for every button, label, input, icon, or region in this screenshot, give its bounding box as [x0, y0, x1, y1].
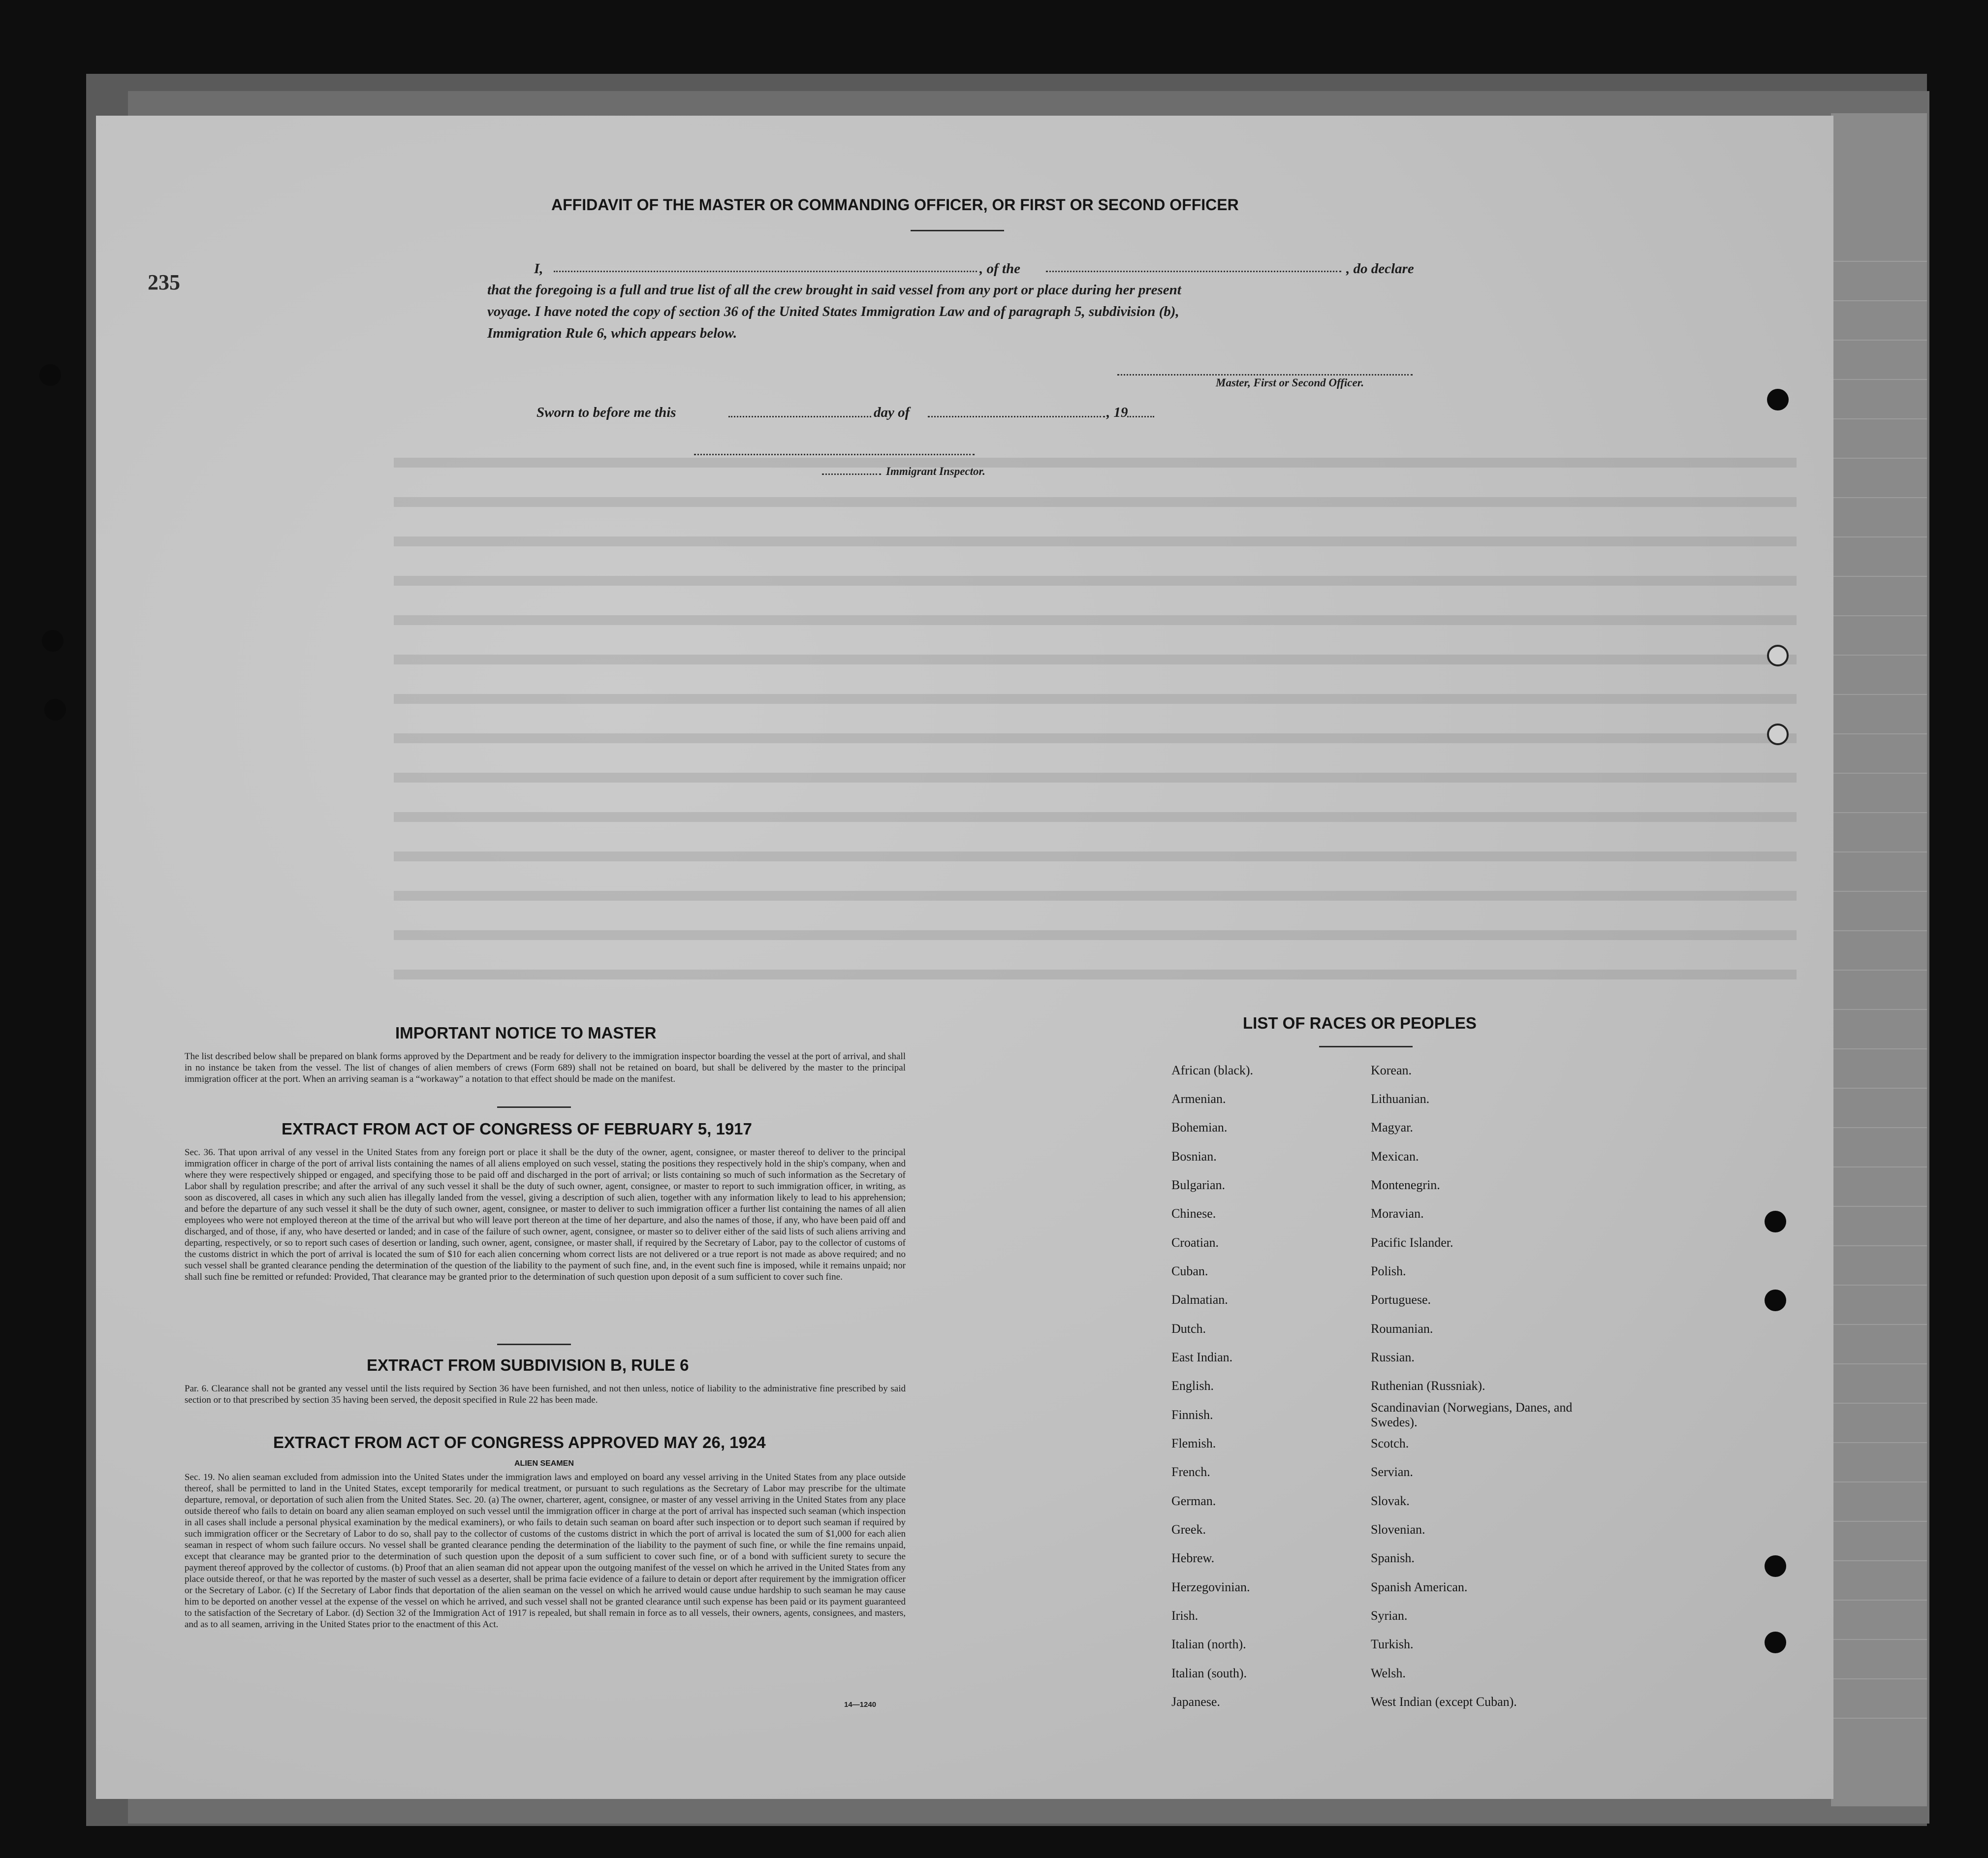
punch-hole-icon	[1765, 1632, 1786, 1653]
race-item: Herzegovinian.	[1171, 1580, 1250, 1594]
master-signature-label: Master, First or Second Officer.	[1216, 377, 1364, 389]
race-item: French.	[1171, 1465, 1210, 1479]
subdivision-text: Par. 6. Clearance shall not be granted any vessel until the lists required by Section 36 have been furnished, and not then unless, notice of liability to the administrative fine prescribed by said section or to that prescribed by section 35 having been served, the deposit specified in Rule 22 has been made.	[185, 1384, 906, 1405]
race-item: Mexican.	[1371, 1149, 1419, 1164]
affidavit-do-declare: , do declare	[1346, 261, 1414, 277]
race-item: Russian.	[1371, 1350, 1415, 1364]
punch-hole-icon	[1765, 1211, 1786, 1232]
punch-hole-icon	[42, 630, 63, 652]
inspector-dots	[822, 473, 881, 475]
race-item: Polish.	[1371, 1264, 1406, 1278]
race-item: Roumanian.	[1371, 1322, 1433, 1336]
race-item: Bosnian.	[1171, 1149, 1217, 1164]
divider	[497, 1344, 571, 1345]
affidavit-body-line-2: that the foregoing is a full and true list of all the crew brought in said vessel from any port or place during her present	[487, 282, 1181, 298]
vessel-field[interactable]	[1046, 271, 1341, 272]
race-item: Dutch.	[1171, 1322, 1206, 1336]
race-item: Moravian.	[1371, 1206, 1424, 1221]
sworn-month-field[interactable]	[928, 416, 1105, 417]
race-item: Armenian.	[1171, 1092, 1226, 1106]
race-item: English.	[1171, 1379, 1214, 1393]
act-1924-text: Sec. 19. No alien seaman excluded from admission into the United States under the immigration laws and employed on board any vessel arriving in the United States from any place outside thereof, shall be permitted to land in the United States, except temporarily for medical treatment, or pursuant to such regulations as the Secretary of Labor may prescribe for the ultimate departure, removal, or deportation of such alien from the United States. Sec. 20. (a) The owner, charterer, agent, consignee, or master of any vessel arriving in the United States from any place outside thereof who fails to detain on board any alien seaman employed on such vessel until the immigration officer in charge at the port of arrival has inspected such seaman (which inspection in all cases shall include a personal physical examination by the medical examiners), or who fails to detain such seaman on board after such inspection or to deport such seaman if required by such immigration officer or the Secretary of Labor to do so, shall pay to the collector of customs of the customs district in which the port of arrival is located the sum of $1,000 for each alien seaman in respect of whom such failure occurs. No vessel shall be granted clearance pending the determination of the liability to the payment of such fine, or while the fine remains unpaid, except that clearance may be granted prior to the determination of such question upon the deposit of a sum sufficient to cover such fine, or of a bond with sufficient surety to secure the payment thereof approved by the collector of customs. (b) Proof that an alien seaman did not appear upon the outgoing manifest of the vessel on which he arrived in the United States from any place outside thereof, or that he was reported by the master of such vessel as a deserter, shall be prima facie evidence of a failure to detain or deport after requirement by the immigration officer or the Secretary of Labor. (c) If the Secretary of Labor finds that deportation of the alien seaman on the vessel on which he arrived would cause undue hardship to such seaman he may cause him to be deported on another vessel at the expense of the vessel on which he arrived, and such vessel shall not be granted clearance until such expense has been paid or its payment guaranteed to the satisfaction of the Secretary of Labor. (d) Section 32 of the Immigration Act of 1917 is repealed, but shall remain in force as to all vessels, their owners, agents, consignees, and masters, and as to all seamen, arriving in the United States prior to the enactment of this Act.	[185, 1472, 906, 1630]
race-item: Hebrew.	[1171, 1551, 1215, 1565]
punch-hole-icon	[1767, 724, 1789, 745]
race-item: Bulgarian.	[1171, 1178, 1226, 1192]
race-item: Scandinavian (Norwegians, Danes, and Swedes).	[1371, 1400, 1573, 1429]
subdivision-title: EXTRACT FROM SUBDIVISION B, RULE 6	[367, 1356, 689, 1374]
race-item: Turkish.	[1371, 1637, 1414, 1651]
race-item: African (black).	[1171, 1063, 1254, 1077]
race-item: Lithuanian.	[1371, 1092, 1430, 1106]
punch-hole-icon	[44, 699, 66, 721]
race-item: Pacific Islander.	[1371, 1235, 1453, 1250]
race-item: Syrian.	[1371, 1608, 1408, 1623]
race-item: Dalmatian.	[1171, 1292, 1228, 1307]
inspector-signature-field[interactable]	[694, 454, 975, 455]
race-item: Cuban.	[1171, 1264, 1208, 1278]
form-number: 14—1240	[844, 1701, 877, 1709]
race-item: East Indian.	[1171, 1350, 1233, 1364]
race-item: Montenegrin.	[1371, 1178, 1440, 1192]
race-item: Italian (south).	[1171, 1666, 1247, 1680]
notice-text: The list described below shall be prepared on blank forms approved by the Department and be ready for delivery to the immigration inspector boarding the vessel at the port of arrival, and shall in no instance be taken from the vessel. The list of changes of alien members of crews (Form 689) shall not be retained on board, but shall be delivered by the master to the principal immigration officer at the port. When an arriving seaman is a “workaway” a notation to that effect should be made on the manifest.	[185, 1051, 906, 1084]
race-item: Portuguese.	[1371, 1292, 1431, 1307]
divider	[911, 230, 1004, 231]
race-item: Italian (north).	[1171, 1637, 1246, 1651]
manifest-edge	[1831, 113, 1927, 1806]
punch-hole-icon	[1767, 389, 1789, 410]
race-item: Spanish.	[1371, 1551, 1415, 1565]
punch-hole-icon	[1765, 1290, 1786, 1311]
affidavit-title: AFFIDAVIT OF THE MASTER OR COMMANDING OFFICER, OR FIRST OR SECOND OFFICER	[551, 196, 1239, 214]
name-field[interactable]	[554, 271, 977, 272]
sworn-year-field[interactable]	[1127, 416, 1154, 417]
sworn-day-field[interactable]	[728, 416, 871, 417]
affidavit-i: I,	[534, 261, 543, 277]
inspector-label: Immigrant Inspector.	[886, 465, 985, 477]
affidavit-of-the: , of the	[979, 261, 1020, 277]
race-item: Servian.	[1371, 1465, 1413, 1479]
notice-title: IMPORTANT NOTICE TO MASTER	[395, 1024, 657, 1042]
act-1917-text: Sec. 36. That upon arrival of any vessel in the United States from any foreign port or place it shall be the duty of the owner, agent, consignee, or master thereof to deliver to the principal immigration officer in charge of the port of arrival lists containing the names of all aliens employed on such vessel, stating the positions they respectively hold in the ship's company, when and where they were respectively shipped or engaged, and specifying those to be paid off and discharged in the port of arrival; or lists containing so much of such information as the Secretary of Labor shall by regulation prescribe; and after the arrival of any such vessel it shall be the duty of such owner, agent, consignee, or master to report to such immigration officer, in writing, as soon as discovered, all cases in which any such alien has illegally landed from the vessel, giving a description of such alien, together with any information likely to lead to his apprehension; and before the departure of any such vessel it shall be the duty of such owner, agent, consignee, or master to deliver to such immigration officer a further list containing the names of all alien employees who were not employed thereon at the time of the arrival but who will leave port thereon at the time of her departure, and also the names of those, if any, who have been paid off and discharged, and of those, if any, who have deserted or landed; and in case of the failure of such owner, agent, consignee, or master so to deliver either of the said lists of such aliens arriving and departing, respectively, or so to report such cases of desertion or landing, such owner, agent, consignee, or master shall, if required by the Secretary of Labor, pay to the collector of customs of the customs district in which the port of arrival is located the sum of $10 for each alien concerning whom correct lists are not delivered or a true report is not made as above required; and no such vessel shall be granted clearance pending the determination of the question of the liability to the payment of such fine, and, in the event such fine is imposed, while it remains unpaid; nor shall such fine be remitted or refunded: Provided, That clearance may be granted prior to the determination of such question upon deposit of a sum sufficient to cover such fine.	[185, 1147, 906, 1282]
race-item: German.	[1171, 1494, 1216, 1508]
race-item: Scotch.	[1371, 1436, 1409, 1450]
sworn-label: Sworn to before me this	[536, 405, 676, 420]
act-1924-subheading: ALIEN SEAMEN	[514, 1459, 574, 1468]
day-of-label: day of	[874, 405, 910, 420]
race-item: Chinese.	[1171, 1206, 1216, 1221]
master-signature-field[interactable]	[1117, 374, 1413, 376]
race-item: Japanese.	[1171, 1695, 1220, 1709]
race-item: Ruthenian (Russniak).	[1371, 1379, 1485, 1393]
race-item: Slovak.	[1371, 1494, 1410, 1508]
race-item: Greek.	[1171, 1522, 1206, 1537]
page-number: 235	[148, 270, 180, 294]
act-1917-title: EXTRACT FROM ACT OF CONGRESS OF FEBRUARY 5, 1917	[282, 1120, 752, 1138]
affidavit-body-line-3: voyage. I have noted the copy of section 36 of the United States Immigration Law and of paragraph 5, subdivision (b),	[487, 304, 1179, 319]
race-item: Korean.	[1371, 1063, 1412, 1077]
divider	[1319, 1046, 1413, 1047]
race-item: West Indian (except Cuban).	[1371, 1695, 1517, 1709]
race-item: Croatian.	[1171, 1235, 1219, 1250]
punch-hole-icon	[39, 364, 61, 386]
race-item: Spanish American.	[1371, 1580, 1468, 1594]
punch-hole-icon	[1767, 645, 1789, 666]
affidavit-body-line-4: Immigration Rule 6, which appears below.	[487, 325, 737, 341]
divider	[497, 1106, 571, 1108]
act-1924-title: EXTRACT FROM ACT OF CONGRESS APPROVED MAY 26, 1924	[273, 1433, 766, 1451]
race-item: Finnish.	[1171, 1408, 1213, 1422]
punch-hole-icon	[1765, 1555, 1786, 1577]
races-title: LIST OF RACES OR PEOPLES	[1243, 1014, 1477, 1032]
year-prefix: , 19	[1106, 405, 1128, 420]
race-item: Welsh.	[1371, 1666, 1406, 1680]
race-item: Irish.	[1171, 1608, 1199, 1623]
race-item: Slovenian.	[1371, 1522, 1425, 1537]
race-item: Magyar.	[1371, 1120, 1413, 1134]
race-item: Flemish.	[1171, 1436, 1216, 1450]
race-item: Bohemian.	[1171, 1120, 1228, 1134]
